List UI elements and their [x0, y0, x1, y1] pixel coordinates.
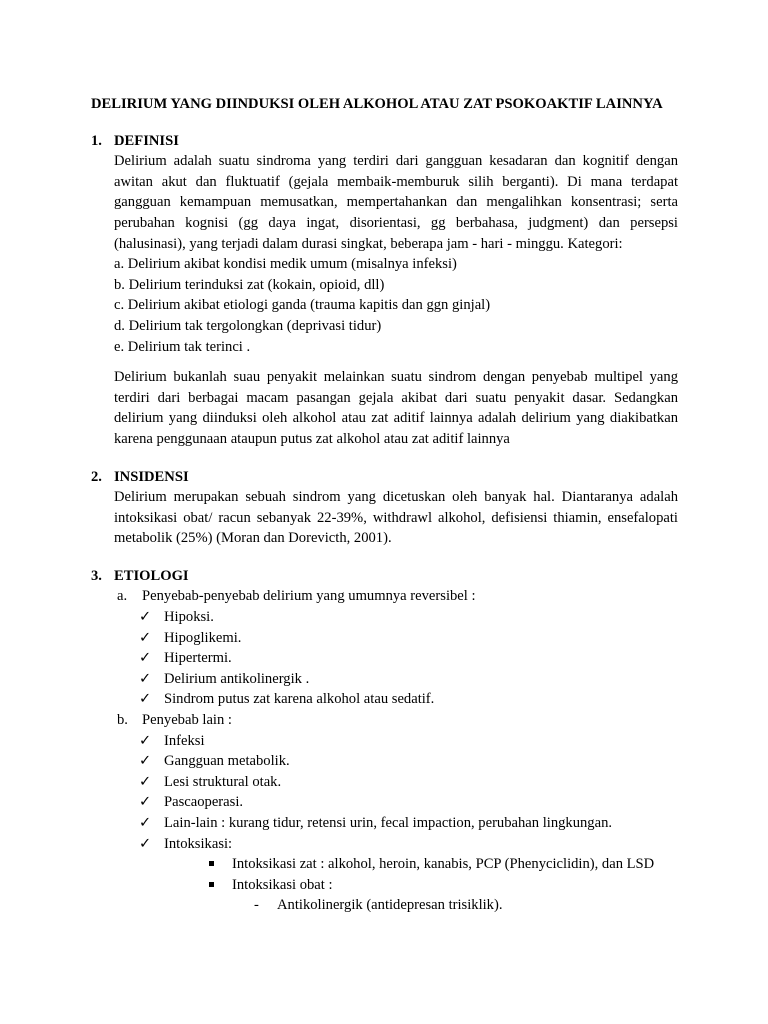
check-icon: ✓ — [139, 815, 152, 831]
sub-item-a — [91, 586, 678, 607]
list-item: ✓ Sindrom putus zat karena alkohol atau sedatif. — [91, 689, 678, 710]
list-item: ✓ Lesi struktural otak. — [91, 772, 678, 793]
other-causes-list — [91, 731, 678, 855]
document-title: DELIRIUM YANG DIINDUKSI OLEH ALKOHOL ATAU ZAT PSOKOAKTIF LAINNYA — [91, 96, 663, 112]
section-body — [91, 151, 678, 449]
sub-marker: b. — [117, 712, 128, 729]
square-bullet-icon — [209, 882, 214, 887]
section-heading — [91, 566, 678, 587]
reversible-causes-list — [91, 607, 678, 710]
document-content — [91, 94, 678, 933]
insidensi-paragraph: Delirium merupakan sebuah sindrom yang dicetuskan oleh banyak hal. Diantaranya adalah intoksikasi obat/ racun sebanyak 22-39%, withdrawl alkohol, defisiensi thiamin, ensefalopati metabolik (25%) (Moran dan Dorevicth, 2001). — [114, 489, 678, 547]
list-item: ✓ Infeksi — [91, 731, 678, 752]
category-item: d. Delirium tak tergolongkan (deprivasi tidur) — [114, 317, 382, 334]
square-bullet-icon — [209, 861, 214, 866]
category-item: c. Delirium akibat etiologi ganda (trauma kapitis dan ggn ginjal) — [114, 297, 491, 314]
section-number: 1. — [91, 132, 102, 149]
check-icon: ✓ — [139, 794, 152, 811]
check-icon: ✓ — [139, 609, 152, 626]
check-icon: ✓ — [139, 650, 152, 667]
section-insidensi — [91, 467, 678, 549]
section-title: INSIDENSI — [114, 468, 189, 485]
section-body — [91, 487, 678, 549]
check-icon: ✓ — [139, 670, 152, 687]
check-icon: ✓ — [139, 629, 152, 646]
dash-bullet-icon: - — [254, 897, 259, 914]
sub-marker: a. — [117, 588, 128, 605]
sub-item-b — [91, 710, 678, 731]
check-icon: ✓ — [139, 732, 152, 749]
explanation-paragraph: Delirium bukanlah suau penyakit melainkan suatu sindrom dengan penyebab multipel yang terdiri dari berbagai macam pasangan gejala akibat dari suatu penyakit dasar. Sedangkan delirium yang diinduksi oleh alkohol atau zat aditif lainnya adalah delirium yang diakibatkan karena penggunaan ataupun putus zat alkohol atau zat aditif lainnya — [114, 369, 678, 447]
list-item: ✓ Delirium antikolinergik . — [91, 669, 678, 690]
list-item: ✓ Hipertermi. — [91, 648, 678, 669]
list-item: ✓ Lain-lain : kurang tidur, retensi urin, fecal impaction, perubahan lingkungan. — [91, 813, 678, 834]
list-item: ✓ Intoksikasi: — [91, 834, 678, 855]
intoksikasi-item: Intoksikasi zat : alkohol, heroin, kanabis, PCP (Phenyciclidin), dan LSD — [91, 854, 678, 875]
obat-item: - Antikolinergik (antidepresan trisiklik). — [91, 895, 678, 916]
category-item: b. Delirium terinduksi zat (kokain, opioid, dll) — [114, 276, 385, 293]
section-heading — [91, 467, 678, 488]
section-number: 2. — [91, 468, 102, 485]
list-item: ✓ Pascaoperasi. — [91, 792, 678, 813]
sub-text: Penyebab lain : — [142, 712, 232, 729]
list-item: ✓ Hipoksi. — [91, 607, 678, 628]
section-title: ETIOLOGI — [114, 567, 189, 584]
section-definisi — [91, 131, 678, 450]
check-icon: ✓ — [139, 691, 152, 708]
check-icon: ✓ — [139, 773, 152, 790]
category-item: e. Delirium tak terinci . — [114, 338, 251, 355]
category-item: a. Delirium akibat kondisi medik umum (misalnya infeksi) — [114, 256, 457, 273]
list-item: ✓ Hipoglikemi. — [91, 628, 678, 649]
section-title: DEFINISI — [114, 132, 179, 149]
definition-paragraph: Delirium adalah suatu sindroma yang terdiri dari gangguan kesadaran dan kognitif dengan awitan akut dan fluktuatif (gejala membaik-memburuk silih berganti). Di mana terdapat gangguan kemampuan memusatkan, mempertahankan dan mengalihkan konsentrasi; serta perubahan kognisi (gg daya ingat, disorientasi, gg berbahasa, judgment) dan persepsi (halusinasi), yang terjadi dalam durasi singkat, beberapa jam - hari - minggu. Kategori: — [114, 153, 678, 252]
intoksikasi-item: Intoksikasi obat : — [91, 875, 678, 896]
sub-text: Penyebab-penyebab delirium yang umumnya reversibel : — [142, 588, 476, 605]
section-number: 3. — [91, 567, 102, 584]
section-heading — [91, 131, 678, 152]
section-etiologi — [91, 566, 678, 916]
check-icon: ✓ — [139, 835, 152, 852]
check-icon: ✓ — [139, 753, 152, 770]
list-item: ✓ Gangguan metabolik. — [91, 751, 678, 772]
